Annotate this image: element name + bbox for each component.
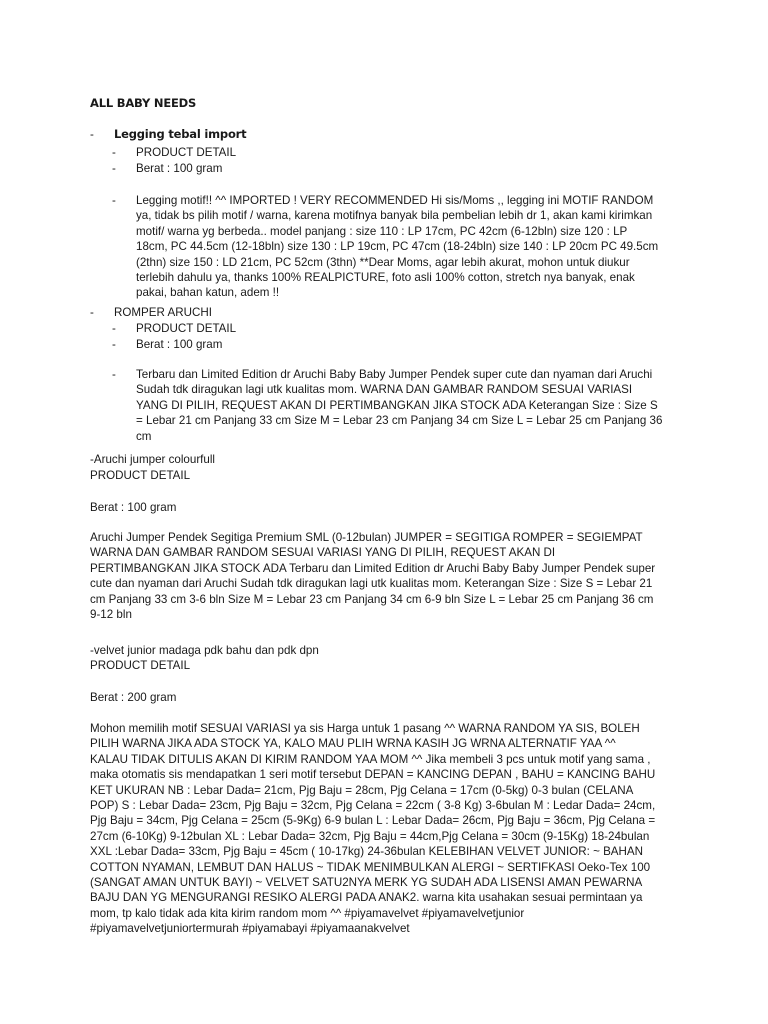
- section2-title: ROMPER ARUCHI: [114, 306, 212, 319]
- list-dash: -: [90, 306, 94, 319]
- section2-weight-item: [112, 337, 222, 352]
- section1-weight-item: [112, 161, 222, 176]
- section3-weight: Berat : 100 gram: [90, 501, 177, 514]
- list-dash: -: [112, 338, 116, 351]
- section4-weight: Berat : 200 gram: [90, 691, 177, 704]
- section1-description: Legging motif!! ^^ IMPORTED ! VERY RECOMMENDED Hi sis/Moms ,, legging ini MOTIF RANDOM ya, tidak bs pilih motif / warna, karena motifnya banyak bila pembelian lebih dr 1, akan kami kirimkan motif/ warna yg berbeda.. model panjang : size 110 : LP 17cm, PC 42cm (6-12bln) size 120 : LP 18cm, PC 44.5cm (12-18bln) size 130 : LP 19cm, PC 47cm (18-24bln) size 140 : LP 20cm PC 49.5cm (2thn) size 150 : LD 21cm, PC 52cm (3thn) **Dear Moms, agar lebih akurat, mohon untuk diukur terlebih dahulu ya, thanks 100% REALPICTURE, foto asli 100% cotton, stretch nya banyak, enak pakai, bahan katun, adem !!: [136, 194, 659, 300]
- section1-detail: PRODUCT DETAIL: [136, 146, 237, 159]
- section2-title-item: [90, 305, 212, 320]
- section4-title: -velvet junior madaga pdk bahu dan pdk dpn: [90, 644, 319, 657]
- section1-weight: Berat : 100 gram: [136, 162, 223, 175]
- section1-desc-item: [112, 193, 658, 301]
- section4-description: Mohon memilih motif SESUAI VARIASI ya sis Harga untuk 1 pasang ^^ WARNA RANDOM YA SIS, BOLEH PILIH WARNA JIKA ADA STOCK YA, KALO MAU PLIH WRNA KASIH JG WRNA ALTERNATIF YAA ^^ KALAU TIDAK DITULIS AKAN DI KIRIM RANDOM YAA MOM ^^ Jika membeli 3 pcs untuk motif yang sama , maka otomatis sis mendapatkan 1 seri motif tersebut DEPAN = KANCING DEPAN , BAHU = KANCING BAHU KET UKURAN NB : Lebar Dada= 21cm, Pjg Baju = 28cm, Pjg Celana = 17cm (0-5kg) 0-3 bulan (CELANA POP) S : Lebar Dada= 23cm, Pjg Baju = 32cm, Pjg Celana = 22cm ( 3-8 Kg) 3-6bulan M : Ledar Dada= 24cm, Pjg Baju = 34cm, Pjg Celana = 25cm (5-9Kg) 6-9 bulan L : Lebar Dada= 26cm, Pjg Baju = 36cm, Pjg Celana = 27cm (6-10Kg) 9-12bulan XL : Lebar Dada= 32cm, Pjg Baju = 44cm,Pjg Celana = 30cm (9-15Kg) 18-24bulan XXL :Lebar Dada= 33cm, Pjg Baju = 45cm ( 10-17kg) 24-36bulan KELEBIHAN VELVET JUNIOR: ~ BAHAN COTTON NYAMAN, LEMBUT DAN HALUS ~ TIDAK MENIMBULKAN ALERGI ~ SERTIFKASI Oeko-Tex 100 (SANGAT AMAN UNTUK BAYI) ~ VELVET SATU2NYA MERK YG SUDAH ADA LISENSI AMAN PEWARNA BAJU DAN YG MENGURANGI RESIKO ALERGI PADA ANAK2. warna kita usahakan sesuai permintaan ya mom, tp kalo tidak ada kita kirim random mom ^^ #piyamavelvet #piyamavelvetjunior #piyamavelvetjuniortermurah #piyamabayi #piyamaanakvelvet: [90, 722, 656, 936]
- section4-detail: PRODUCT DETAIL: [90, 659, 191, 672]
- section2-desc-item: [112, 367, 662, 444]
- list-dash: -: [112, 368, 116, 381]
- list-dash: -: [112, 146, 116, 159]
- document-heading: ALL BABY NEEDS: [90, 96, 197, 110]
- list-dash: -: [90, 128, 94, 141]
- section2-weight: Berat : 100 gram: [136, 338, 223, 351]
- section2-detail: PRODUCT DETAIL: [136, 322, 237, 335]
- section3-detail: PRODUCT DETAIL: [90, 469, 191, 482]
- section2-description: Terbaru dan Limited Edition dr Aruchi Baby Baby Jumper Pendek super cute dan nyaman dari Aruchi Sudah tdk diragukan lagi utk kualitas mom. WARNA DAN GAMBAR RANDOM SESUAI VARIASI YANG DI PILIH, REQUEST AKAN DI PERTIMBANGKAN JIKA STOCK ADA Keterangan Size : Size S = Lebar 21 cm Panjang 33 cm Size M = Lebar 23 cm Panjang 34 cm Size L = Lebar 25 cm Panjang 36 cm: [136, 368, 663, 443]
- list-dash: -: [112, 322, 116, 335]
- section3-description: Aruchi Jumper Pendek Segitiga Premium SML (0-12bulan) JUMPER = SEGITIGA ROMPER = SEGIEMPAT WARNA DAN GAMBAR RANDOM SESUAI VARIASI YANG DI PILIH, REQUEST AKAN DI PERTIMBANGKAN JIKA STOCK ADA Terbaru dan Limited Edition dr Aruchi Baby Baby Jumper Pendek super cute dan nyaman dari Aruchi Sudah tdk diragukan lagi utk kualitas mom. Keterangan Size : Size S = Lebar 21 cm Panjang 33 cm 3-6 bln Size M = Lebar 23 cm Panjang 34 cm 6-9 bln Size L = Lebar 25 cm Panjang 36 cm 9-12 bln: [90, 531, 656, 622]
- section3-title: -Aruchi jumper colourfull: [90, 453, 216, 466]
- list-dash: -: [112, 194, 116, 207]
- section2-detail-item: [112, 321, 236, 336]
- section1-detail-item: [112, 145, 236, 160]
- section1-title: Legging tebal import: [114, 127, 247, 141]
- section1-title-item: [90, 127, 246, 142]
- list-dash: -: [112, 162, 116, 175]
